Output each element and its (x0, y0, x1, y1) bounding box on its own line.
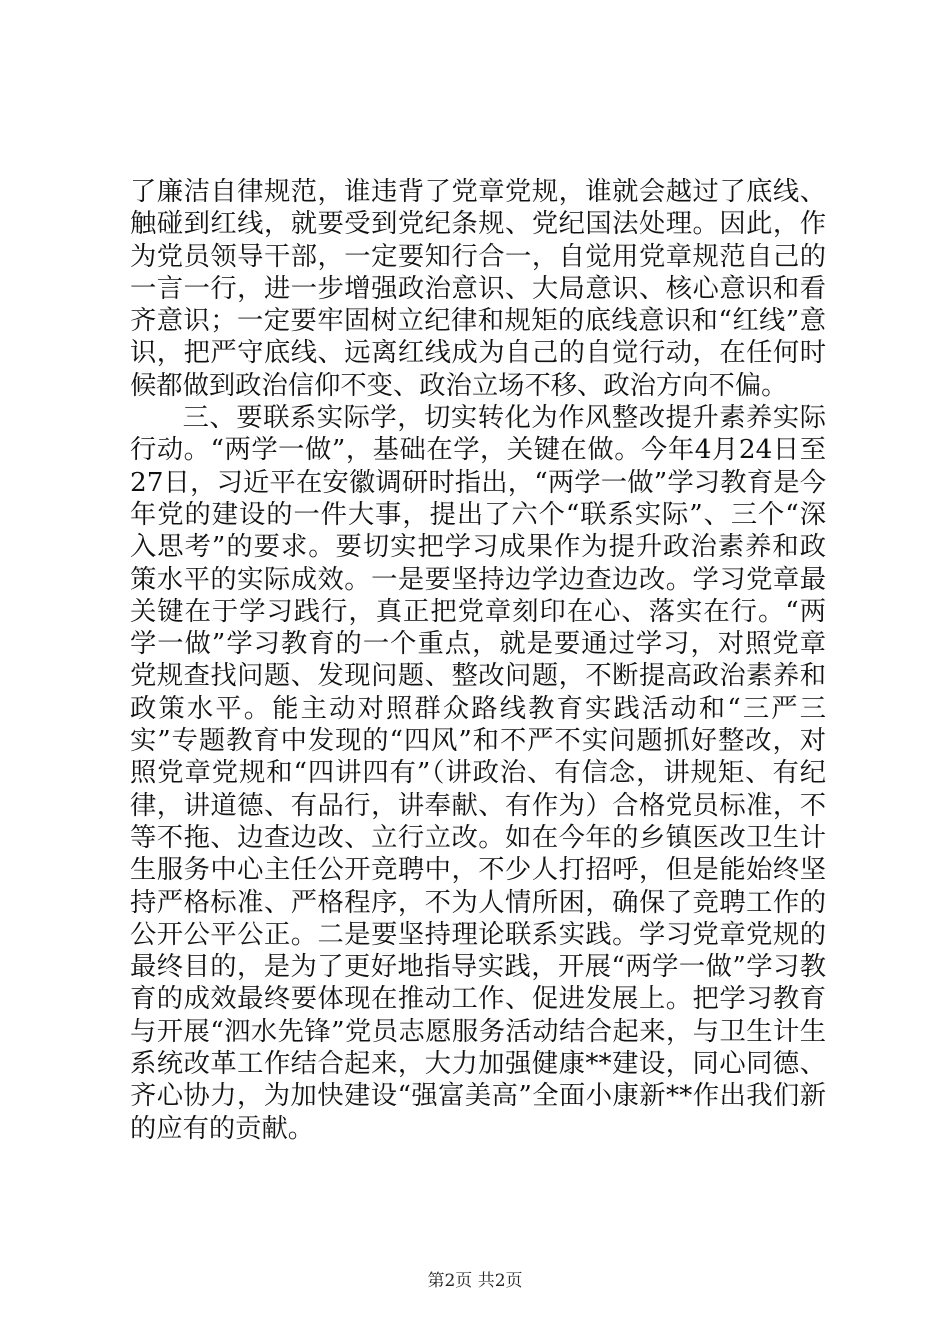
paragraph-2: 三、要联系实际学，切实转化为作风整改提升素养实际行动。“两学一做”，基础在学，关键在做。今年4月24日至27日，习近平在安徽调研时指出，“两学一做”学习教育是今年党的建设的一件大事，提出了六个“联系实际”、三个“深入思考”的要求。要切实把学习成果作为提升政治素养和政策水平的实际成效。一是要坚持边学边查边改。学习党章最关键在于学习践行，真正把党章刻印在心、落实在行。“两学一做”学习教育的一个重点，就是要通过学习，对照党章党规查找问题、发现问题、整改问题，不断提高政治素养和政策水平。能主动对照群众路线教育实践活动和“三严三实”专题教育中发现的“四风”和不严不实问题抓好整改，对照党章党规和“四讲四有”（讲政治、有信念，讲规矩、有纪律，讲道德、有品行，讲奉献、有作为）合格党员标准，不等不拖、边查边改、立行立改。如在今年的乡镇医改卫生计生服务中心主任公开竞聘中，不少人打招呼，但是能始终坚持严格标准、严格程序，不为人情所困，确保了竞聘工作的公开公平公正。二是要坚持理论联系实践。学习党章党规的最终目的，是为了更好地指导实践，开展“两学一做”学习教育的成效最终要体现在推动工作、促进发展上。把学习教育与开展“泗水先锋”党员志愿服务活动结合起来，与卫生计生系统改革工作结合起来，大力加强健康**建设，同心同德、齐心协力，为加快建设“强富美高”全面小康新**作出我们新的应有的贡献。 (130, 403, 826, 1144)
paragraph-1: 了廉洁自律规范，谁违背了党章党规，谁就会越过了底线、触碰到红线，就要受到党纪条规、党纪国法处理。因此，作为党员领导干部，一定要知行合一，自觉用党章规范自己的一言一行，进一步增强政治意识、大局意识、核心意识和看齐意识；一定要牢固树立纪律和规矩的底线意识和“红线”意识，把严守底线、远离红线成为自己的自觉行动，在任何时候都做到政治信仰不变、政治立场不移、政治方向不偏。 (130, 177, 826, 401)
page-footer: 第2页 共2页 (427, 1271, 523, 1291)
body-text (130, 176, 826, 1145)
